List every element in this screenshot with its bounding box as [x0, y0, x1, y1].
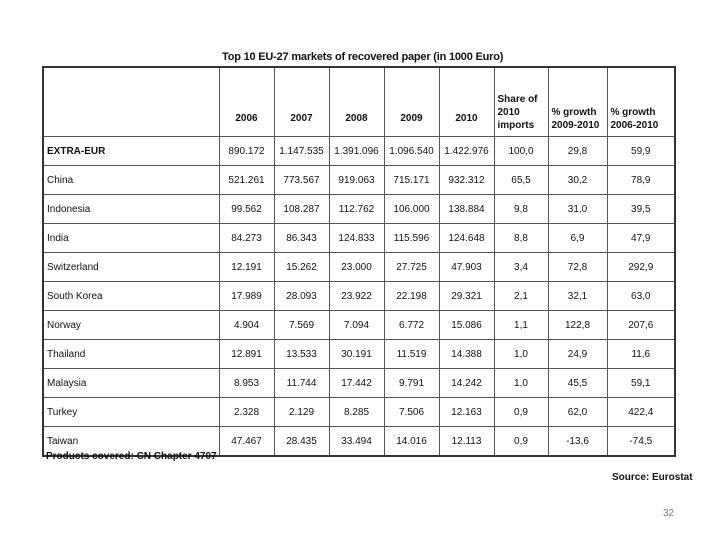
table-row	[43, 253, 675, 282]
value-cell: 2.328	[219, 398, 274, 427]
value-cell: 715.171	[384, 166, 439, 195]
table-row	[43, 369, 675, 398]
table-header-row	[43, 67, 675, 137]
value-cell: 124.833	[329, 224, 384, 253]
value-cell: 2,1	[494, 282, 548, 311]
value-cell: 11,6	[607, 340, 675, 369]
value-cell: 63,0	[607, 282, 675, 311]
value-cell: 106.000	[384, 195, 439, 224]
value-cell: 12.113	[439, 427, 494, 457]
value-cell: 11.744	[274, 369, 329, 398]
value-cell: 0,9	[494, 427, 548, 457]
value-cell: 2.129	[274, 398, 329, 427]
country-cell: Norway	[43, 311, 219, 340]
column-header: 2008	[329, 67, 384, 137]
value-cell: 33.494	[329, 427, 384, 457]
value-cell: 24,9	[548, 340, 607, 369]
value-cell: 78,9	[607, 166, 675, 195]
value-cell: 39,5	[607, 195, 675, 224]
value-cell: 122,8	[548, 311, 607, 340]
value-cell: 29.321	[439, 282, 494, 311]
value-cell: 12.191	[219, 253, 274, 282]
value-cell: 11.519	[384, 340, 439, 369]
table-title: Top 10 EU-27 markets of recovered paper (in 1000 Euro)	[222, 51, 504, 63]
value-cell: 17.442	[329, 369, 384, 398]
column-header: Share of 2010 imports	[494, 67, 548, 137]
country-cell: Switzerland	[43, 253, 219, 282]
value-cell: 32,1	[548, 282, 607, 311]
markets-table	[42, 66, 676, 457]
source-note: Source: Eurostat	[612, 472, 693, 483]
value-cell: 23.000	[329, 253, 384, 282]
value-cell: 14.016	[384, 427, 439, 457]
value-cell: 47,9	[607, 224, 675, 253]
value-cell: 207,6	[607, 311, 675, 340]
value-cell: 1.391.096	[329, 137, 384, 166]
value-cell: 86.343	[274, 224, 329, 253]
value-cell: 12.891	[219, 340, 274, 369]
table-row	[43, 398, 675, 427]
value-cell: 100,0	[494, 137, 548, 166]
value-cell: 1,0	[494, 340, 548, 369]
value-cell: 29,8	[548, 137, 607, 166]
value-cell: 99.562	[219, 195, 274, 224]
value-cell: 4.904	[219, 311, 274, 340]
value-cell: 15.086	[439, 311, 494, 340]
value-cell: 22.198	[384, 282, 439, 311]
value-cell: 13.533	[274, 340, 329, 369]
value-cell: 65,5	[494, 166, 548, 195]
value-cell: 14.242	[439, 369, 494, 398]
column-header: 2010	[439, 67, 494, 137]
value-cell: 1.147.535	[274, 137, 329, 166]
value-cell: 6,9	[548, 224, 607, 253]
value-cell: 72,8	[548, 253, 607, 282]
value-cell: 7.569	[274, 311, 329, 340]
column-header: % growth 2006-2010	[607, 67, 675, 137]
value-cell: 919.063	[329, 166, 384, 195]
value-cell: 8.285	[329, 398, 384, 427]
value-cell: 15.262	[274, 253, 329, 282]
column-header	[43, 67, 219, 137]
value-cell: 3,4	[494, 253, 548, 282]
value-cell: 1.096.540	[384, 137, 439, 166]
markets-table-wrap	[42, 66, 676, 457]
value-cell: 47.467	[219, 427, 274, 457]
value-cell: 1.422.976	[439, 137, 494, 166]
column-header: 2007	[274, 67, 329, 137]
table-row	[43, 137, 675, 166]
country-cell: Turkey	[43, 398, 219, 427]
value-cell: 17.989	[219, 282, 274, 311]
value-cell: 124.648	[439, 224, 494, 253]
value-cell: 1,0	[494, 369, 548, 398]
country-cell: Taiwan	[43, 427, 219, 457]
page-number: 32	[663, 508, 675, 519]
value-cell: 112.762	[329, 195, 384, 224]
table-row	[43, 340, 675, 369]
table-row	[43, 282, 675, 311]
column-header: 2009	[384, 67, 439, 137]
table-row	[43, 195, 675, 224]
value-cell: 47.903	[439, 253, 494, 282]
value-cell: 138.884	[439, 195, 494, 224]
value-cell: 28.435	[274, 427, 329, 457]
value-cell: 7.094	[329, 311, 384, 340]
value-cell: 773.567	[274, 166, 329, 195]
value-cell: 59,1	[607, 369, 675, 398]
value-cell: 8.953	[219, 369, 274, 398]
table-row	[43, 224, 675, 253]
value-cell: 27.725	[384, 253, 439, 282]
value-cell: 1,1	[494, 311, 548, 340]
table-row	[43, 311, 675, 340]
country-cell: EXTRA-EUR	[43, 137, 219, 166]
value-cell: 84.273	[219, 224, 274, 253]
value-cell: 12.163	[439, 398, 494, 427]
value-cell: 9,8	[494, 195, 548, 224]
value-cell: 9.791	[384, 369, 439, 398]
value-cell: 108.287	[274, 195, 329, 224]
value-cell: 30,2	[548, 166, 607, 195]
column-header: % growth 2009-2010	[548, 67, 607, 137]
country-cell: Malaysia	[43, 369, 219, 398]
value-cell: 8,8	[494, 224, 548, 253]
value-cell: 31,0	[548, 195, 607, 224]
value-cell: 422,4	[607, 398, 675, 427]
value-cell: 521.261	[219, 166, 274, 195]
value-cell: 45,5	[548, 369, 607, 398]
country-cell: Thailand	[43, 340, 219, 369]
country-cell: India	[43, 224, 219, 253]
value-cell: 0,9	[494, 398, 548, 427]
value-cell: 7.506	[384, 398, 439, 427]
value-cell: 59,9	[607, 137, 675, 166]
country-cell: South Korea	[43, 282, 219, 311]
table-row	[43, 166, 675, 195]
column-header: 2006	[219, 67, 274, 137]
country-cell: China	[43, 166, 219, 195]
value-cell: 6.772	[384, 311, 439, 340]
value-cell: 28.093	[274, 282, 329, 311]
value-cell: 115.596	[384, 224, 439, 253]
country-cell: Indonesia	[43, 195, 219, 224]
value-cell: -13,6	[548, 427, 607, 457]
value-cell: 292,9	[607, 253, 675, 282]
value-cell: 890.172	[219, 137, 274, 166]
value-cell: 30.191	[329, 340, 384, 369]
products-covered-note: Products covered: CN Chapter 4707	[46, 451, 217, 462]
value-cell: -74,5	[607, 427, 675, 457]
value-cell: 14.388	[439, 340, 494, 369]
value-cell: 932.312	[439, 166, 494, 195]
value-cell: 62,0	[548, 398, 607, 427]
value-cell: 23.922	[329, 282, 384, 311]
